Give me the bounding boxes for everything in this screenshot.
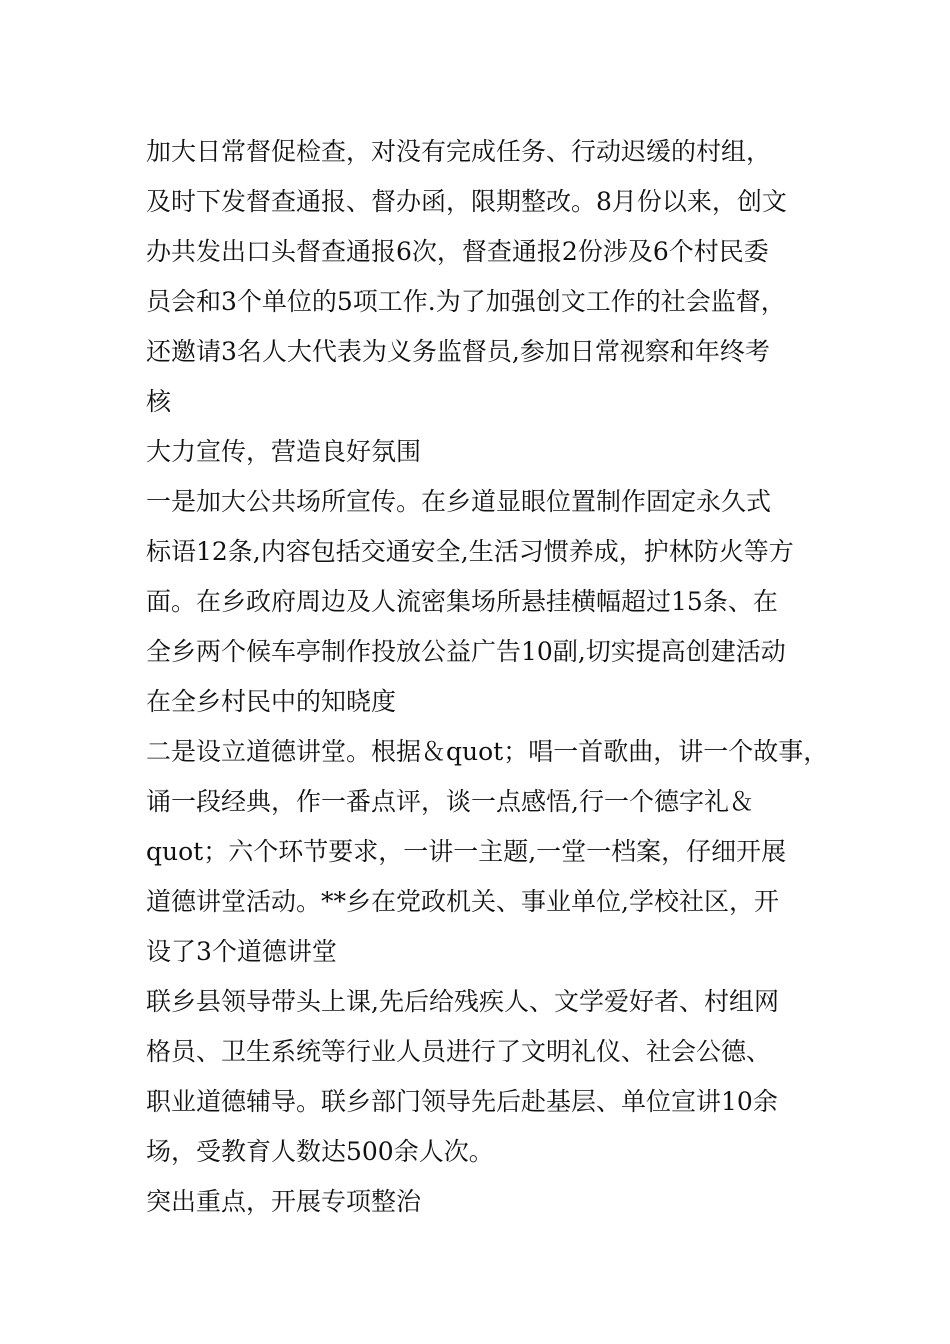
heading-special-rectification: 突出重点，开展专项整治 xyxy=(146,1187,422,1216)
paragraph-leaders-lectures: 联乡县领导带头上课,先后给残疾人、文学爱好者、村组网 格员、卫生系统等行业人员进行了文明礼仪、社会公德、 职业道德辅导。联乡部门领导先后赴基层、单位宣讲10余 场，受教育人数达500余人次。 xyxy=(146,987,779,1166)
paragraph-public-places: 一是加大公共场所宣传。在乡道显眼位置制作固定永久式 标语12条,内容包括交通安全,生活习惯养成，护林防火等方 面。在乡政府周边及人流密集场所悬挂横幅超过15条、在 全乡两个候车亭制作投放公益广告10副,切实提高创建活动 在全乡村民中的知晓度 xyxy=(146,487,794,716)
document-body xyxy=(146,127,836,1227)
heading-publicity: 大力宣传，营造良好氛围 xyxy=(146,437,422,466)
paragraph-moral-lecture: 二是设立道德讲堂。根据＆quot；唱一首歌曲，讲一个故事， 诵一段经典，作一番点评，谈一点感悟,行一个德字礼＆ quot；六个环节要求，一讲一主题,一堂一档案，仔细开展 道德讲堂活动。**乡在党政机关、事业单位,学校社区，开 设了3个道德讲堂 xyxy=(146,737,829,966)
paragraph-supervision: 加大日常督促检查，对没有完成任务、行动迟缓的村组， 及时下发督查通报、督办函，限期整改。8月份以来，创文 办共发出口头督查通报6次，督查通报2份涉及6个村民委 员会和3个单位的5项工作.为了加强创文工作的社会监督， 还邀请3名人大代表为义务监督员,参加日常视察和年终考 核 xyxy=(146,137,787,416)
